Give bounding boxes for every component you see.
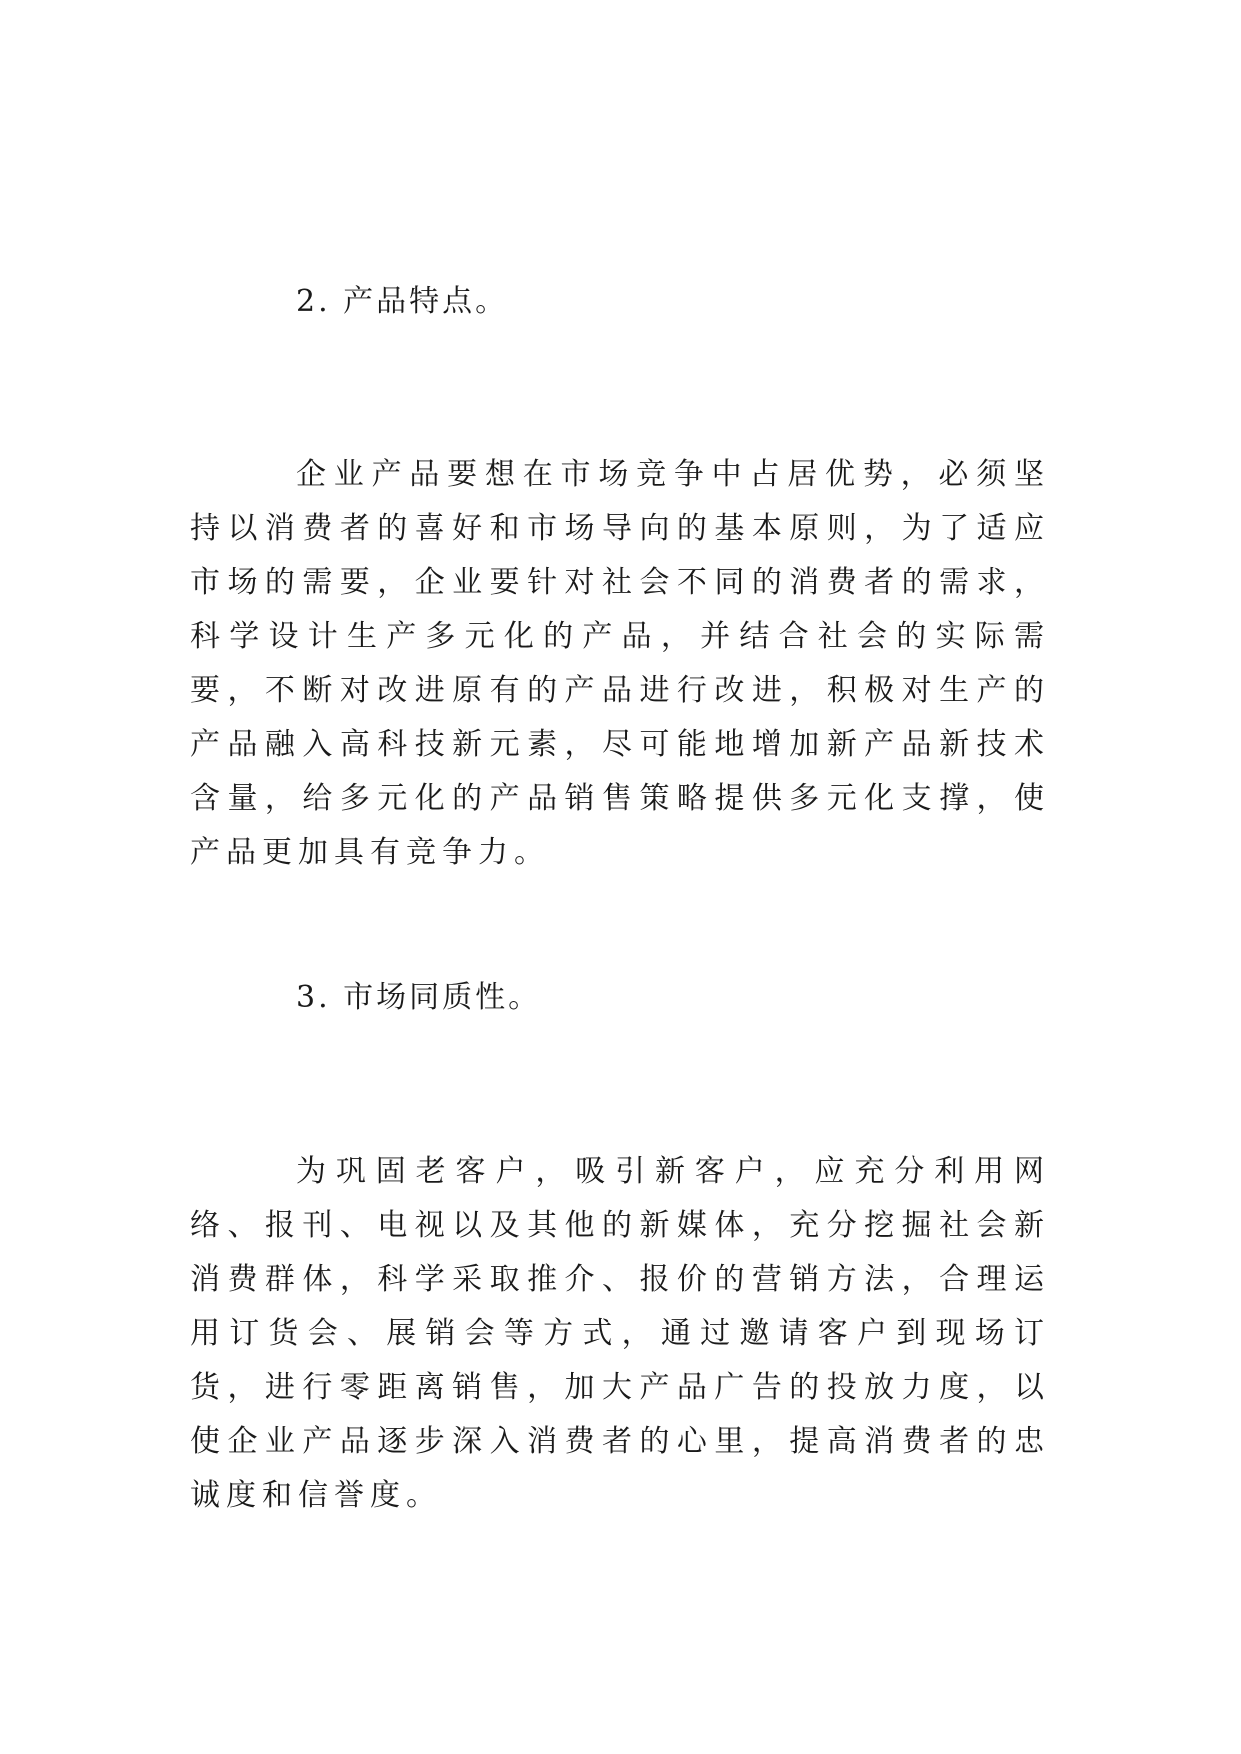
section-2-heading: 2. 产品特点。	[296, 284, 509, 319]
section-2-paragraph: 企业产品要想在市场竞争中占居优势，必须坚持以消费者的喜好和市场导向的基本原则，为了适应市场的需要，企业要针对社会不同的消费者的需求，科学设计生产多元化的产品，并结合社会的实际需要，不断对改进原有的产品进行改进，积极对生产的产品融入高科技新元素，尽可能地增加新产品新技术含量，给多元化的产品销售策略提供多元化支撑，使产品更加具有竞争力。	[190, 457, 1050, 870]
section-3-heading: 3. 市场同质性。	[296, 980, 542, 1015]
section-3-paragraph: 为巩固老客户，吸引新客户，应充分利用网络、报刊、电视以及其他的新媒体，充分挖掘社会新消费群体，科学采取推介、报价的营销方法，合理运用订货会、展销会等方式，通过邀请客户到现场订货，进行零距离销售，加大产品广告的投放力度，以使企业产品逐步深入消费者的心里，提高消费者的忠诚度和信誉度。	[190, 1154, 1050, 1513]
